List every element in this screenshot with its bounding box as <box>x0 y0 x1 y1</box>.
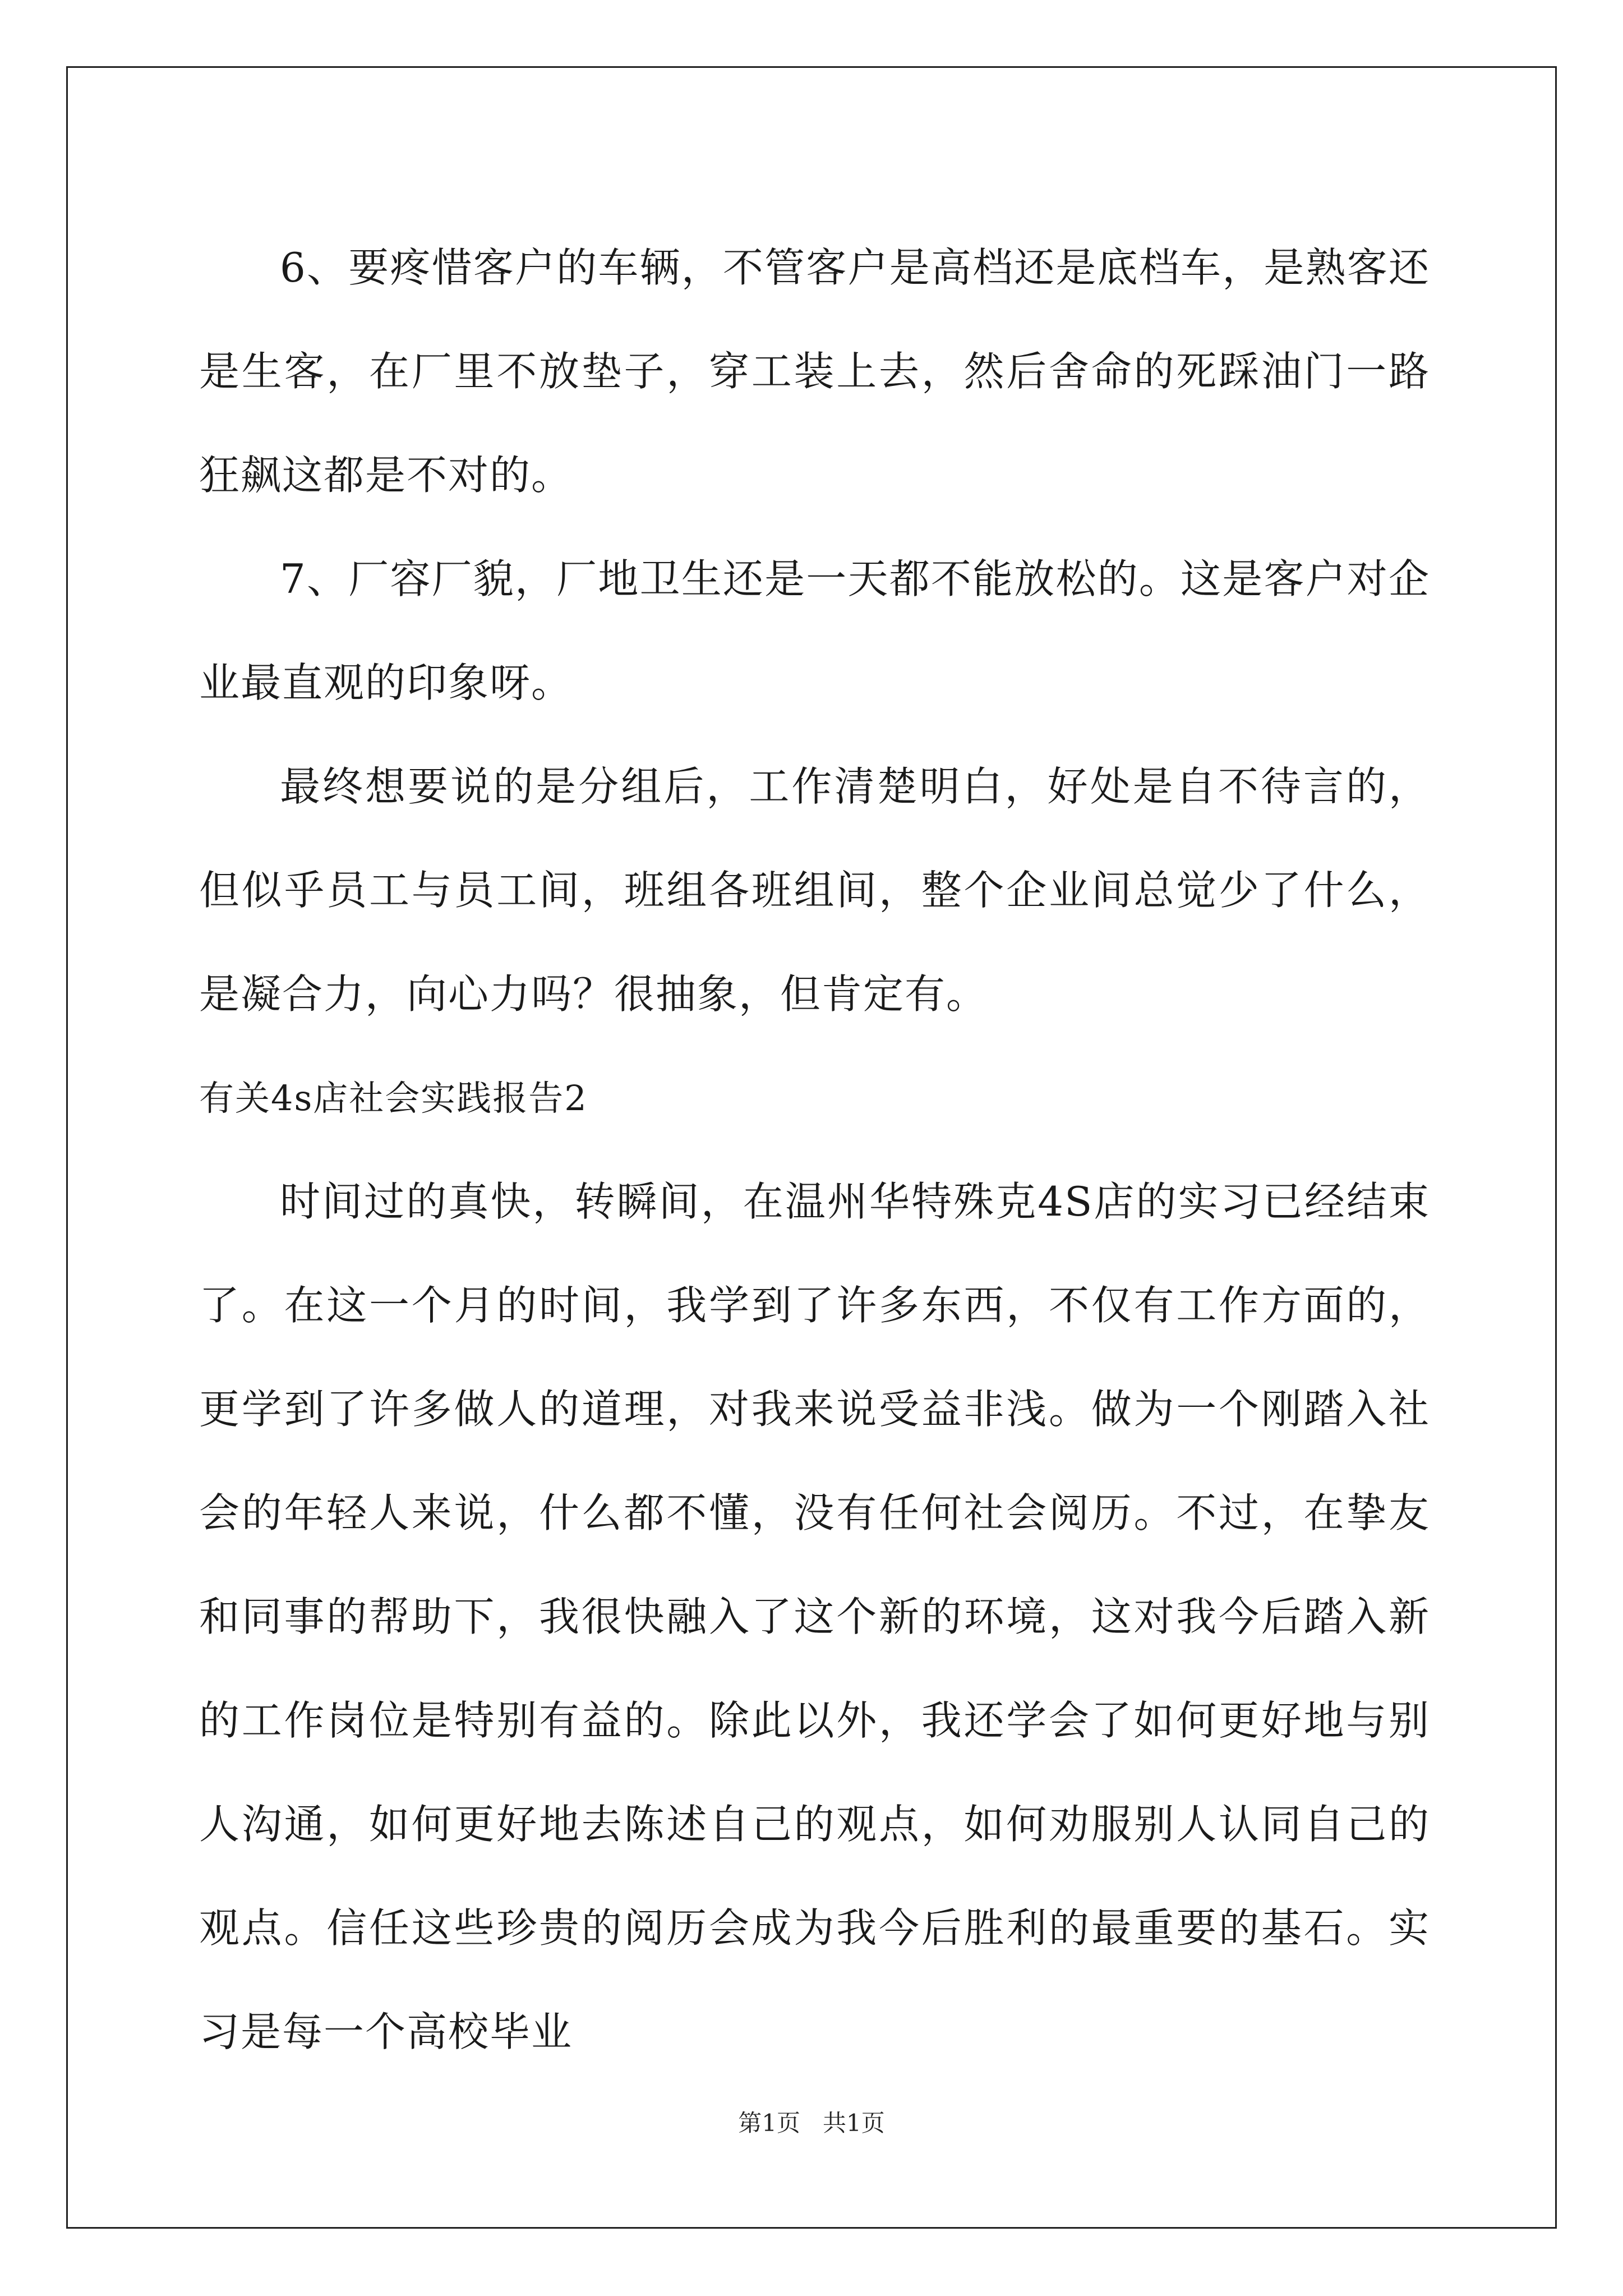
document-body <box>199 216 1430 2084</box>
section-heading: 有关4s店社会实践报告2 <box>199 1078 588 1119</box>
paragraph-item-6: 6、要疼惜客户的车辆，不管客户是高档还是底档车，是熟客还是生客，在厂里不放垫子，穿工装上去，然后舍命的死踩油门一路狂飙这都是不对的。 <box>199 244 1430 499</box>
page-total: 共1页 <box>823 2109 885 2137</box>
paragraph-section2: 时间过的真快，转瞬间，在温州华特殊克4S店的实习已经结束了。在这一个月的时间，我学到了许多东西，不仅有工作方面的，更学到了许多做人的道理，对我来说受益非浅。做为一个刚踏入社会的年轻人来说，什么都不懂，没有任何社会阅历。不过，在挚友和同事的帮助下，我很快融入了这个新的环境，这对我今后踏入新的工作岗位是特别有益的。除此以外，我还学会了如何更好地与别人沟通，如何更好地去陈述自己的观点，如何劝服别人认同自己的观点。信任这些珍贵的阅历会成为我今后胜利的最重要的基石。实习是每一个高校毕业 <box>199 1178 1430 2055</box>
paragraph-item-7: 7、厂容厂貌，厂地卫生还是一天都不能放松的。这是客户对企业最直观的印象呀。 <box>199 555 1430 706</box>
page-number: 第1页 <box>738 2109 800 2137</box>
paragraph-conclusion: 最终想要说的是分组后，工作清楚明白，好处是自不待言的，但似乎员工与员工间，班组各班组间，整个企业间总觉少了什么，是凝合力，向心力吗？很抽象，但肯定有。 <box>199 763 1430 1018</box>
page-footer <box>0 2106 1623 2140</box>
